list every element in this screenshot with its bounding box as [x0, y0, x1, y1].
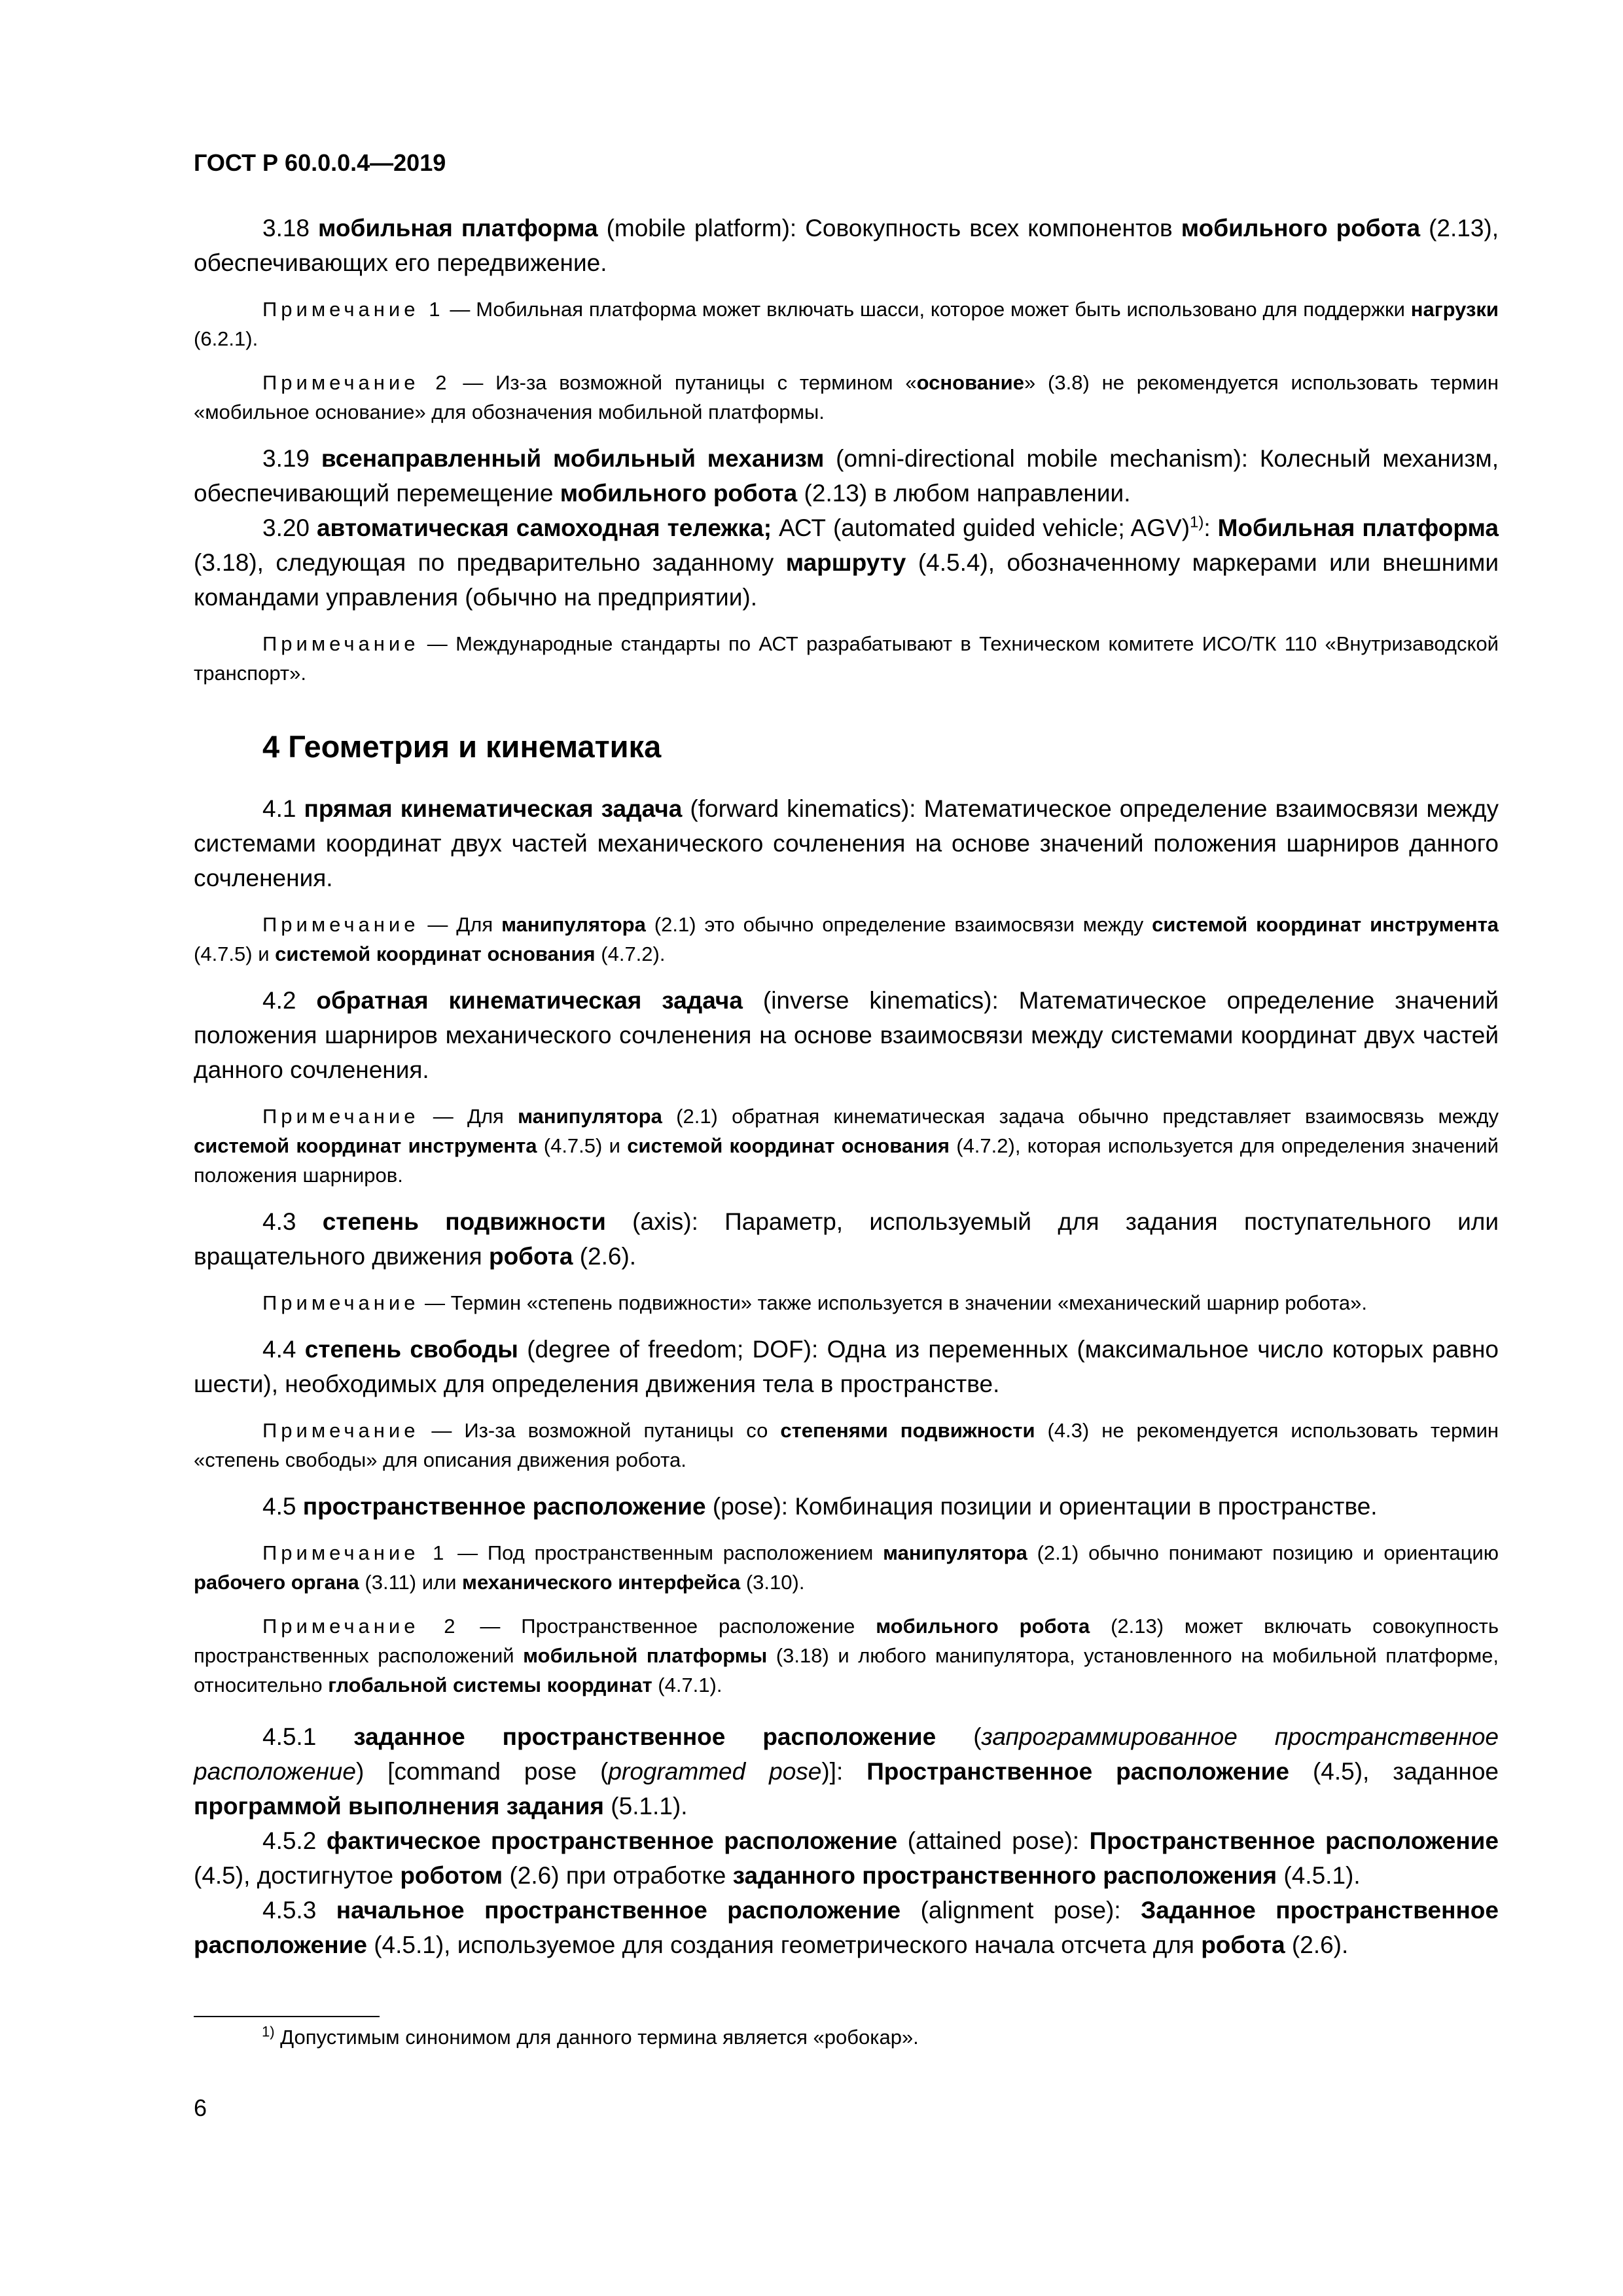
note-reference: механического интерфейса	[462, 1571, 741, 1594]
page-number: 6	[194, 2094, 207, 2121]
note-reference: мобильной платформы	[523, 1644, 768, 1667]
term-definition: (4.5.1), используемое для создания геометрического начала отсчета для	[366, 1931, 1202, 1958]
term-number: 4.5.1	[262, 1723, 354, 1750]
term-definition: (	[936, 1723, 982, 1750]
term-number: 3.18	[262, 215, 319, 242]
term-definition: (4.5), достигнутое	[194, 1862, 401, 1889]
term-4-5	[194, 1489, 1499, 1524]
note-label: Примечание 2	[262, 1615, 459, 1638]
note-label: Примечание	[262, 913, 419, 936]
term-name: пространственное расположение	[302, 1493, 706, 1520]
term-4-5-1	[194, 1719, 1499, 1823]
term-definition: (axis): Параметр, используемый для задания поступательного или вращательного движения	[194, 1208, 1499, 1270]
term-definition: (mobile platform): Совокупность всех компонентов	[597, 215, 1181, 242]
note-label: Примечание 1	[262, 298, 444, 321]
term-name: степень свободы	[304, 1336, 518, 1363]
term-number: 3.20	[262, 514, 317, 541]
note-label: Примечание	[262, 1419, 419, 1442]
note-text: (2.1) это обычно определение взаимосвязи между	[645, 913, 1152, 936]
term-definition: (alignment pose):	[901, 1897, 1141, 1924]
term-definition: (4.5.1).	[1277, 1862, 1361, 1889]
term-definition: (degree of freedom; DOF): Одна из переменных (максимальное число которых равно шести), необходимых для определения движения тела в пространстве.	[194, 1336, 1499, 1397]
footnote-text: Допустимым синонимом для данного термина является «робокар».	[274, 2026, 919, 2049]
term-definition: (2.13), обеспечивающих его передвижение.	[194, 215, 1499, 276]
term-4-1	[194, 791, 1499, 895]
footnote-divider	[194, 2016, 380, 2017]
term-reference: Заданное пространственное расположение	[194, 1897, 1499, 1958]
note-text: (4.7.2), которая используется для определения значений положения шарниров.	[194, 1134, 1499, 1187]
term-number: 4.4	[262, 1336, 305, 1363]
term-reference: роботом	[400, 1862, 503, 1889]
term-3-18	[194, 211, 1499, 280]
term-name: фактическое пространственное расположение	[326, 1827, 898, 1854]
footnote-mark: 1)	[262, 2023, 275, 2040]
note-text: — Термин «степень подвижности» также используется в значении «механический шарнир робота».	[419, 1291, 1368, 1314]
term-definition: (2.6).	[1285, 1931, 1349, 1958]
note-text: (4.3) не рекомендуется использовать термин «степень свободы» для описания движения робота.	[194, 1419, 1499, 1471]
note-text: — Для	[419, 913, 502, 936]
note-text: — Из-за возможной путаницы со	[419, 1419, 781, 1442]
note-reference: системой координат основания	[627, 1134, 950, 1157]
term-number: 4.5.2	[262, 1827, 327, 1854]
note-text: (4.7.1).	[652, 1674, 722, 1696]
note-reference: манипулятора	[883, 1541, 1027, 1564]
term-reference: робота	[1201, 1931, 1285, 1958]
note-text: (2.1) обратная кинематическая задача обычно представляет взаимосвязь между	[662, 1105, 1499, 1128]
note-reference: глобальной системы координат	[328, 1674, 652, 1696]
note-text: (3.18) и любого манипулятора, установленного на мобильной платформе, относительно	[194, 1644, 1499, 1696]
term-reference: Пространственное расположение	[866, 1758, 1290, 1785]
term-definition: (2.6) при отработке	[503, 1862, 733, 1889]
term-synonym: запрограммированное пространственное расположение	[194, 1723, 1499, 1785]
note-4-5-2	[194, 1611, 1499, 1700]
note-label: Примечание 1	[262, 1541, 448, 1564]
term-definition: (attained pose):	[897, 1827, 1090, 1854]
note-label: Примечание 2	[262, 371, 451, 394]
note-reference: мобильного робота	[876, 1615, 1090, 1638]
term-reference: Мобильная платформа	[1217, 514, 1499, 541]
term-synonym: programmed pose	[608, 1758, 822, 1785]
term-definition: АСТ (automated guided vehicle; AGV)	[772, 514, 1190, 541]
note-text: — Для	[419, 1105, 518, 1128]
note-reference: манипулятора	[518, 1105, 662, 1128]
note-4-3	[194, 1288, 1499, 1318]
term-definition: )]:	[821, 1758, 867, 1785]
term-definition: :	[1204, 514, 1218, 541]
term-definition: (inverse kinematics): Математическое определение значений положения шарниров механического сочленения на основе взаимосвязи между системами координат двух частей данного сочленения.	[194, 987, 1499, 1083]
note-text: — Международные стандарты по АСТ разрабатывают в Техническом комитете ИСО/ТК 110 «Внутризаводской транспорт».	[194, 632, 1499, 685]
term-number: 4.3	[262, 1208, 323, 1235]
note-4-4	[194, 1416, 1499, 1475]
note-4-1	[194, 910, 1499, 969]
note-text: (2.13) может включать совокупность пространственных расположений	[194, 1615, 1499, 1667]
note-reference: степенями подвижности	[780, 1419, 1035, 1442]
term-number: 4.5.3	[262, 1897, 336, 1924]
note-text: (3.10).	[740, 1571, 805, 1594]
note-label: Примечание	[262, 1105, 419, 1128]
term-name: автоматическая самоходная тележка;	[316, 514, 772, 541]
term-3-20	[194, 511, 1499, 615]
note-text: — Мобильная платформа может включать шасси, которое может быть использовано для поддержки	[444, 298, 1411, 321]
term-definition: (4.5), заданное	[1289, 1758, 1499, 1785]
note-text: (3.11) или	[359, 1571, 463, 1594]
term-definition: (2.6).	[573, 1243, 637, 1270]
note-3-20	[194, 629, 1499, 688]
note-reference: манипулятора	[501, 913, 646, 936]
term-4-4	[194, 1332, 1499, 1401]
note-text: — Из-за возможной путаницы с термином «	[450, 371, 917, 394]
note-text: (6.2.1).	[194, 327, 259, 350]
note-reference: системой координат инструмента	[194, 1134, 537, 1157]
term-number: 4.2	[262, 987, 317, 1014]
note-label: Примечание	[262, 632, 419, 655]
term-reference: программой выполнения задания	[194, 1793, 605, 1820]
term-name: обратная кинематическая задача	[316, 987, 743, 1014]
term-4-5-3	[194, 1893, 1499, 1962]
term-3-19	[194, 441, 1499, 511]
term-definition: (5.1.1).	[604, 1793, 688, 1820]
term-number: 3.19	[262, 445, 321, 472]
note-text: (2.1) обычно понимают позицию и ориентацию	[1027, 1541, 1499, 1564]
term-reference: мобильного робота	[560, 480, 798, 507]
note-text: (4.7.5) и	[537, 1134, 628, 1157]
term-reference: Пространственное расположение	[1089, 1827, 1499, 1854]
note-text: (4.7.2).	[595, 942, 666, 965]
term-definition: (forward kinematics): Математическое определение взаимосвязи между системами координат двух частей механического сочленения на основе значений положения шарниров данного сочленения.	[194, 795, 1499, 891]
note-3-18-1	[194, 295, 1499, 353]
note-text: — Пространственное расположение	[459, 1615, 876, 1638]
note-4-2	[194, 1102, 1499, 1190]
term-4-2	[194, 983, 1499, 1087]
term-definition: ) [command pose (	[355, 1758, 609, 1785]
note-text: » (3.8) не рекомендуется использовать термин «мобильное основание» для обозначения мобильной платформы.	[194, 371, 1499, 423]
footnote	[262, 2022, 919, 2052]
footnote-mark: 1)	[1190, 513, 1204, 531]
term-number: 4.5	[262, 1493, 303, 1520]
term-number: 4.1	[262, 795, 304, 822]
term-definition: (omni-directional mobile mechanism): Колесный механизм, обеспечивающий перемещение	[194, 445, 1499, 507]
note-reference: системой координат основания	[275, 942, 596, 965]
term-name: мобильная платформа	[318, 215, 598, 242]
term-reference: мобильного робота	[1181, 215, 1421, 242]
term-4-5-2	[194, 1823, 1499, 1893]
term-name: всенаправленный мобильный механизм	[321, 445, 825, 472]
term-definition: (4.5.4), обозначенному маркерами или внешними командами управления (обычно на предприятии).	[194, 549, 1499, 611]
note-4-5-1	[194, 1538, 1499, 1597]
note-3-18-2	[194, 368, 1499, 427]
note-reference: системой координат инструмента	[1152, 913, 1499, 936]
term-name: заданное пространственное расположение	[353, 1723, 936, 1750]
term-reference: робота	[488, 1243, 573, 1270]
section-heading: 4 Геометрия и кинематика	[262, 729, 662, 764]
note-reference: основание	[916, 371, 1024, 394]
term-reference: заданного пространственного расположения	[732, 1862, 1277, 1889]
term-definition: (3.18), следующая по предварительно заданному	[194, 549, 786, 576]
term-name: начальное пространственное расположение	[336, 1897, 901, 1924]
term-definition: (pose): Комбинация позиции и ориентации в пространстве.	[705, 1493, 1378, 1520]
note-text: — Под пространственным расположением	[448, 1541, 883, 1564]
term-definition: (2.13) в любом направлении.	[797, 480, 1131, 507]
term-4-3	[194, 1204, 1499, 1274]
term-reference: маршруту	[785, 549, 906, 576]
term-name: прямая кинематическая задача	[304, 795, 683, 822]
document-header: ГОСТ Р 60.0.0.4—2019	[194, 149, 446, 176]
document-body	[194, 211, 1499, 1962]
term-name: степень подвижности	[322, 1208, 606, 1235]
note-text: (4.7.5) и	[194, 942, 276, 965]
note-reference: рабочего органа	[194, 1571, 359, 1594]
note-reference: нагрузки	[1410, 298, 1499, 321]
note-label: Примечание	[262, 1291, 419, 1314]
